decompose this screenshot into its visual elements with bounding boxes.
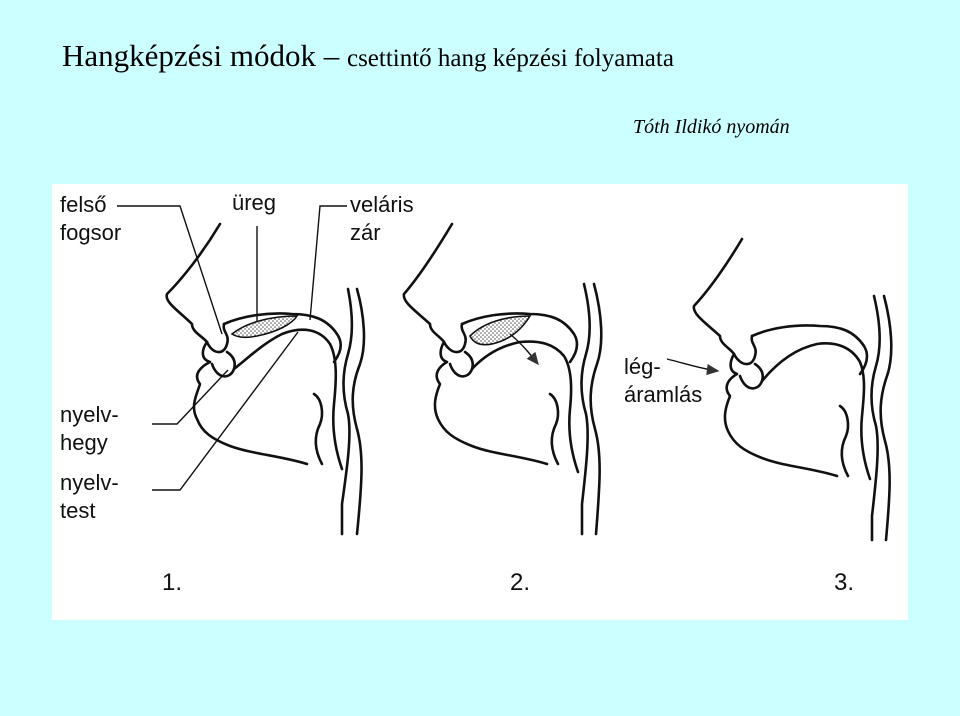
- upper-teeth-3: [734, 336, 756, 364]
- tongue-3: [762, 343, 870, 479]
- label-nyelvtest-2: test: [60, 498, 96, 523]
- pharynx-back-2: [582, 284, 590, 534]
- upper-teeth-2: [444, 324, 466, 352]
- leader-velaris: [310, 206, 347, 320]
- cavity-1: [232, 316, 297, 337]
- title-subtitle: csettintő hang képzési folyamata: [346, 45, 674, 72]
- head-profile-1: [167, 224, 364, 534]
- face-outline-2: [404, 224, 547, 464]
- step-number-3: 3.: [834, 569, 855, 596]
- larynx-3: [840, 406, 848, 476]
- head-profile-2: [404, 224, 601, 534]
- diagram-panel: [52, 184, 908, 620]
- label-leg: lég-: [624, 354, 661, 379]
- face-outline-3: [694, 239, 837, 476]
- title-main: Hangképzési módok –: [62, 38, 340, 73]
- step-number-2: 2.: [510, 569, 531, 596]
- lower-teeth-1: [212, 352, 235, 376]
- label-ureg: üreg: [232, 190, 277, 215]
- lower-teeth-3: [740, 364, 763, 388]
- pharynx-back-3: [872, 296, 880, 540]
- tongue-2: [472, 342, 578, 472]
- face-outline-1: [167, 224, 307, 464]
- upper-teeth-1: [207, 324, 228, 352]
- tongue-1: [234, 330, 342, 469]
- pharynx-back-1: [342, 289, 352, 534]
- label-fogsor: fogsor: [60, 220, 122, 245]
- cavity-2: [470, 316, 530, 345]
- larynx-1: [314, 394, 322, 464]
- label-felso: felső: [60, 192, 107, 217]
- label-zar: zár: [350, 220, 381, 245]
- leader-nyelvhegy: [152, 370, 228, 424]
- leader-felso-fogsor: [117, 206, 222, 334]
- label-nyelvhegy-1: nyelv-: [60, 402, 119, 427]
- pharynx-front-2: [591, 284, 602, 534]
- airflow-arrow-3: [667, 359, 718, 371]
- label-nyelvhegy-2: hegy: [60, 430, 108, 455]
- page-title: [62, 38, 674, 74]
- articulation-diagram: [52, 184, 908, 620]
- label-aramlas: áramlás: [624, 382, 703, 407]
- step-number-1: 1.: [162, 569, 183, 596]
- lower-teeth-2: [450, 352, 473, 376]
- pharynx-front-3: [881, 296, 892, 540]
- larynx-2: [550, 394, 558, 464]
- airflow-arrow-2: [510, 334, 538, 364]
- credit-line: Tóth Ildikó nyomán: [633, 116, 790, 138]
- head-profile-3: [694, 239, 891, 540]
- label-nyelvtest-1: nyelv-: [60, 470, 119, 495]
- label-velaris: veláris: [350, 192, 414, 217]
- leader-nyelvtest: [152, 332, 298, 490]
- pharynx-front-1: [353, 289, 364, 534]
